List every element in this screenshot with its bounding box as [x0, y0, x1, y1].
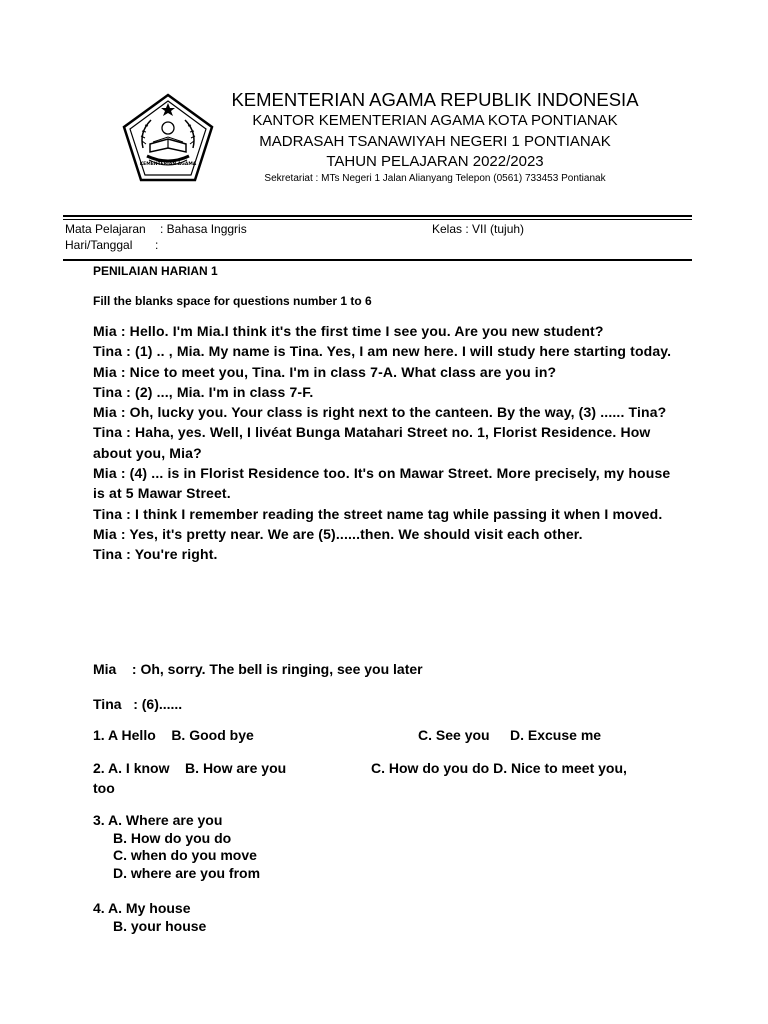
class-info: Kelas : VII (tujuh) — [432, 222, 525, 236]
subject-label: Mata Pelajaran — [65, 222, 146, 236]
question-3-option-a: 3. A. Where are you — [93, 812, 223, 828]
question-2-continuation: too — [93, 780, 115, 796]
question-4-option-a: 4. A. My house — [93, 900, 191, 916]
date-label: Hari/Tanggal — [65, 238, 133, 252]
header-school-name: MADRASAH TSANAWIYAH NEGERI 1 PONTIANAK — [259, 133, 611, 150]
subject-value: : Bahasa Inggris — [160, 222, 247, 236]
logo-caption: KEMENTERIAN AGAMA — [139, 162, 197, 167]
question-4-option-b: B. your house — [113, 918, 207, 934]
dialogue-line: Mia : Yes, it's pretty near. We are (5)......then. We should visit each other. — [93, 525, 583, 542]
dialogue-line: Tina : (2) ..., Mia. I'm in class 7-F. — [93, 383, 314, 400]
question-2-options-ab: 2. A. I know B. How are you — [93, 760, 287, 776]
dialogue-line: Tina : I think I remember reading the street name tag while passing it when I moved. — [93, 505, 663, 522]
question-1-option-c: C. See you — [418, 727, 490, 743]
question-1-options-ab: 1. A Hello B. Good bye — [93, 727, 254, 743]
header-academic-year: TAHUN PELAJARAN 2022/2023 — [326, 153, 544, 170]
header-ministry-title: KEMENTERIAN AGAMA REPUBLIK INDONESIA — [231, 89, 639, 110]
dialogue-block — [93, 321, 683, 565]
dialogue-line: Tina : You're right. — [93, 546, 218, 563]
question-3-option-d: D. where are you from — [113, 865, 261, 881]
header-divider-thin — [63, 219, 692, 220]
dialogue-tina-blank: Tina : (6)...... — [93, 696, 183, 712]
header-office-name: KANTOR KEMENTERIAN AGAMA KOTA PONTIANAK — [252, 112, 618, 129]
dialogue-line: Tina : (1) .. , Mia. My name is Tina. Yes, I am new here. I will study here starting today. — [93, 343, 672, 360]
question-3-option-b: B. How do you do — [113, 830, 232, 846]
ministry-emblem-logo — [121, 92, 215, 184]
date-value: : — [155, 238, 159, 252]
question-2-options-cd: C. How do you do D. Nice to meet you, — [371, 760, 627, 776]
header-address: Sekretariat : MTs Negeri 1 Jalan Alianyang Telepon (0561) 733453 Pontianak — [264, 173, 606, 184]
question-3-option-c: C. when do you move — [113, 847, 257, 863]
exam-title: PENILAIAN HARIAN 1 — [93, 264, 218, 278]
dialogue-line: Mia : (4) ... is in Florist Residence too. It's on Mawar Street. More precisely, my house is at 5 Mawar Street. — [93, 465, 671, 502]
dialogue-line: Mia : Nice to meet you, Tina. I'm in class 7-A. What class are you in? — [93, 363, 557, 380]
dialogue-line: Mia : Oh, lucky you. Your class is right next to the canteen. By the way, (3) ...... Tina? — [93, 404, 667, 421]
dialogue-line: Tina : Haha, yes. Well, I livéat Bunga Matahari Street no. 1, Florist Residence. How about you, Mia? — [93, 424, 651, 461]
dialogue-mia-farewell: Mia : Oh, sorry. The bell is ringing, see you later — [93, 661, 423, 677]
dialogue-line: Mia : Hello. I'm Mia.I think it's the first time I see you. Are you new student? — [93, 323, 604, 339]
header-divider-thick — [63, 215, 692, 217]
exam-instruction: Fill the blanks space for questions number 1 to 6 — [93, 294, 372, 308]
info-divider — [63, 259, 692, 261]
question-1-option-d: D. Excuse me — [510, 727, 602, 743]
